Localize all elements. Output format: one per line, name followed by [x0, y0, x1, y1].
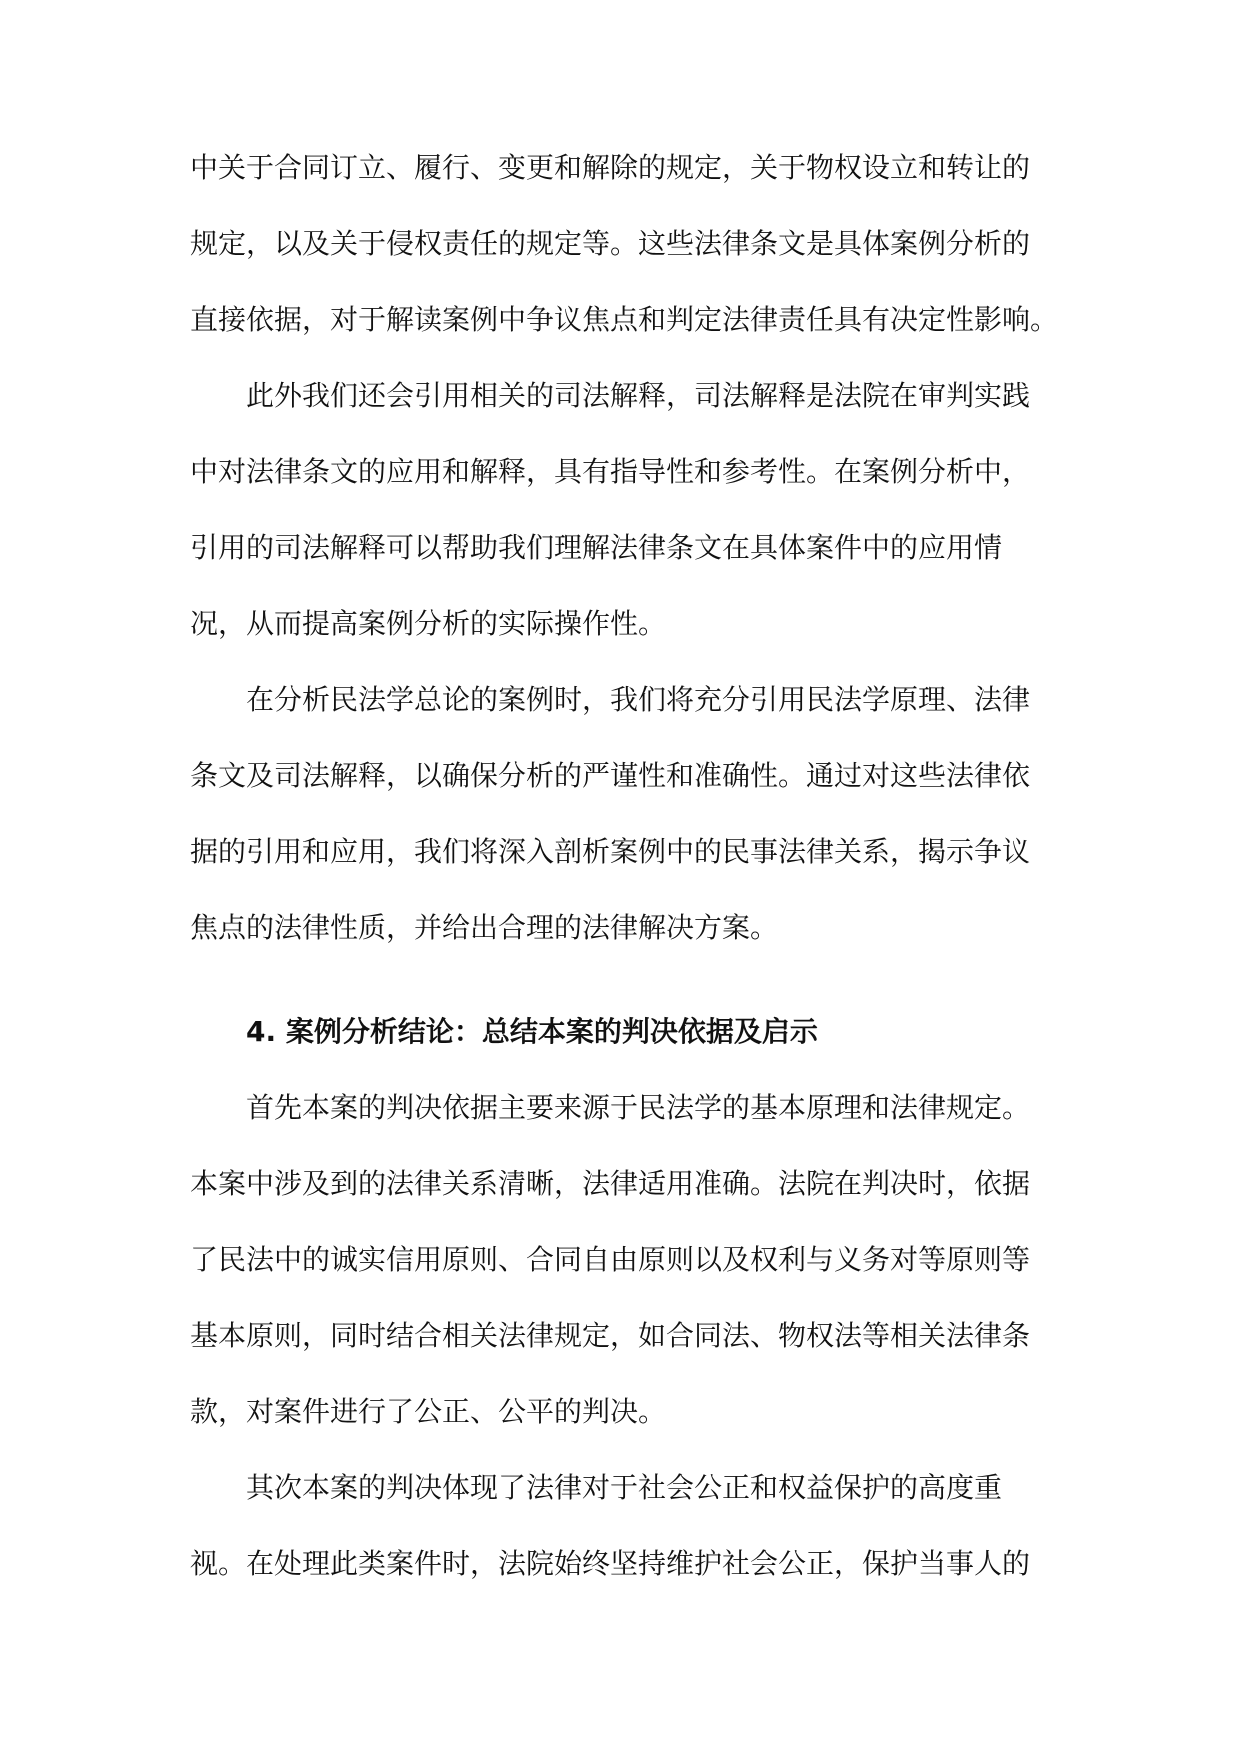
- paragraph-line: 此外我们还会引用相关的司法解释，司法解释是法院在审判实践: [246, 379, 1031, 412]
- paragraph-5: [190, 1468, 1060, 1620]
- paragraph-line: 款，对案件进行了公正、公平的判决。: [190, 1395, 667, 1428]
- paragraph-line: 中关于合同订立、履行、变更和解除的规定，关于物权设立和转让的: [190, 151, 1031, 184]
- paragraph-1: [190, 148, 1060, 376]
- paragraph-line: 条文及司法解释，以确保分析的严谨性和准确性。通过对这些法律依: [190, 759, 1031, 792]
- paragraph-line: 视。在处理此类案件时，法院始终坚持维护社会公正，保护当事人的: [190, 1547, 1031, 1580]
- paragraph-line: 在分析民法学总论的案例时，我们将充分引用民法学原理、法律: [246, 683, 1031, 716]
- paragraph-line: 直接依据，对于解读案例中争议焦点和判定法律责任具有决定性影响。: [190, 303, 1059, 336]
- paragraph-line: 中对法律条文的应用和解释，具有指导性和参考性。在案例分析中，: [190, 455, 1031, 488]
- paragraph-line: 其次本案的判决体现了法律对于社会公正和权益保护的高度重: [246, 1471, 1003, 1504]
- section-heading: 4. 案例分析结论：总结本案的判决依据及启示: [246, 1015, 818, 1048]
- paragraph-line: 引用的司法解释可以帮助我们理解法律条文在具体案件中的应用情: [190, 531, 1003, 564]
- body-text: [190, 148, 1060, 1620]
- paragraph-3: [190, 680, 1060, 984]
- section-spacer: [190, 984, 1060, 1012]
- paragraph-line: 本案中涉及到的法律关系清晰，法律适用准确。法院在判决时，依据: [190, 1167, 1031, 1200]
- paragraph-line: 首先本案的判决依据主要来源于民法学的基本原理和法律规定。: [246, 1091, 1031, 1124]
- paragraph-2: [190, 376, 1060, 680]
- paragraph-line: 况，从而提高案例分析的实际操作性。: [190, 607, 667, 640]
- paragraph-line: 规定，以及关于侵权责任的规定等。这些法律条文是具体案例分析的: [190, 227, 1031, 260]
- paragraph-line: 基本原则，同时结合相关法律规定，如合同法、物权法等相关法律条: [190, 1319, 1031, 1352]
- paragraph-line: 了民法中的诚实信用原则、合同自由原则以及权利与义务对等原则等: [190, 1243, 1031, 1276]
- paragraph-4: [190, 1088, 1060, 1468]
- paragraph-line: 据的引用和应用，我们将深入剖析案例中的民事法律关系，揭示争议: [190, 835, 1031, 868]
- paragraph-line: 焦点的法律性质，并给出合理的法律解决方案。: [190, 911, 779, 944]
